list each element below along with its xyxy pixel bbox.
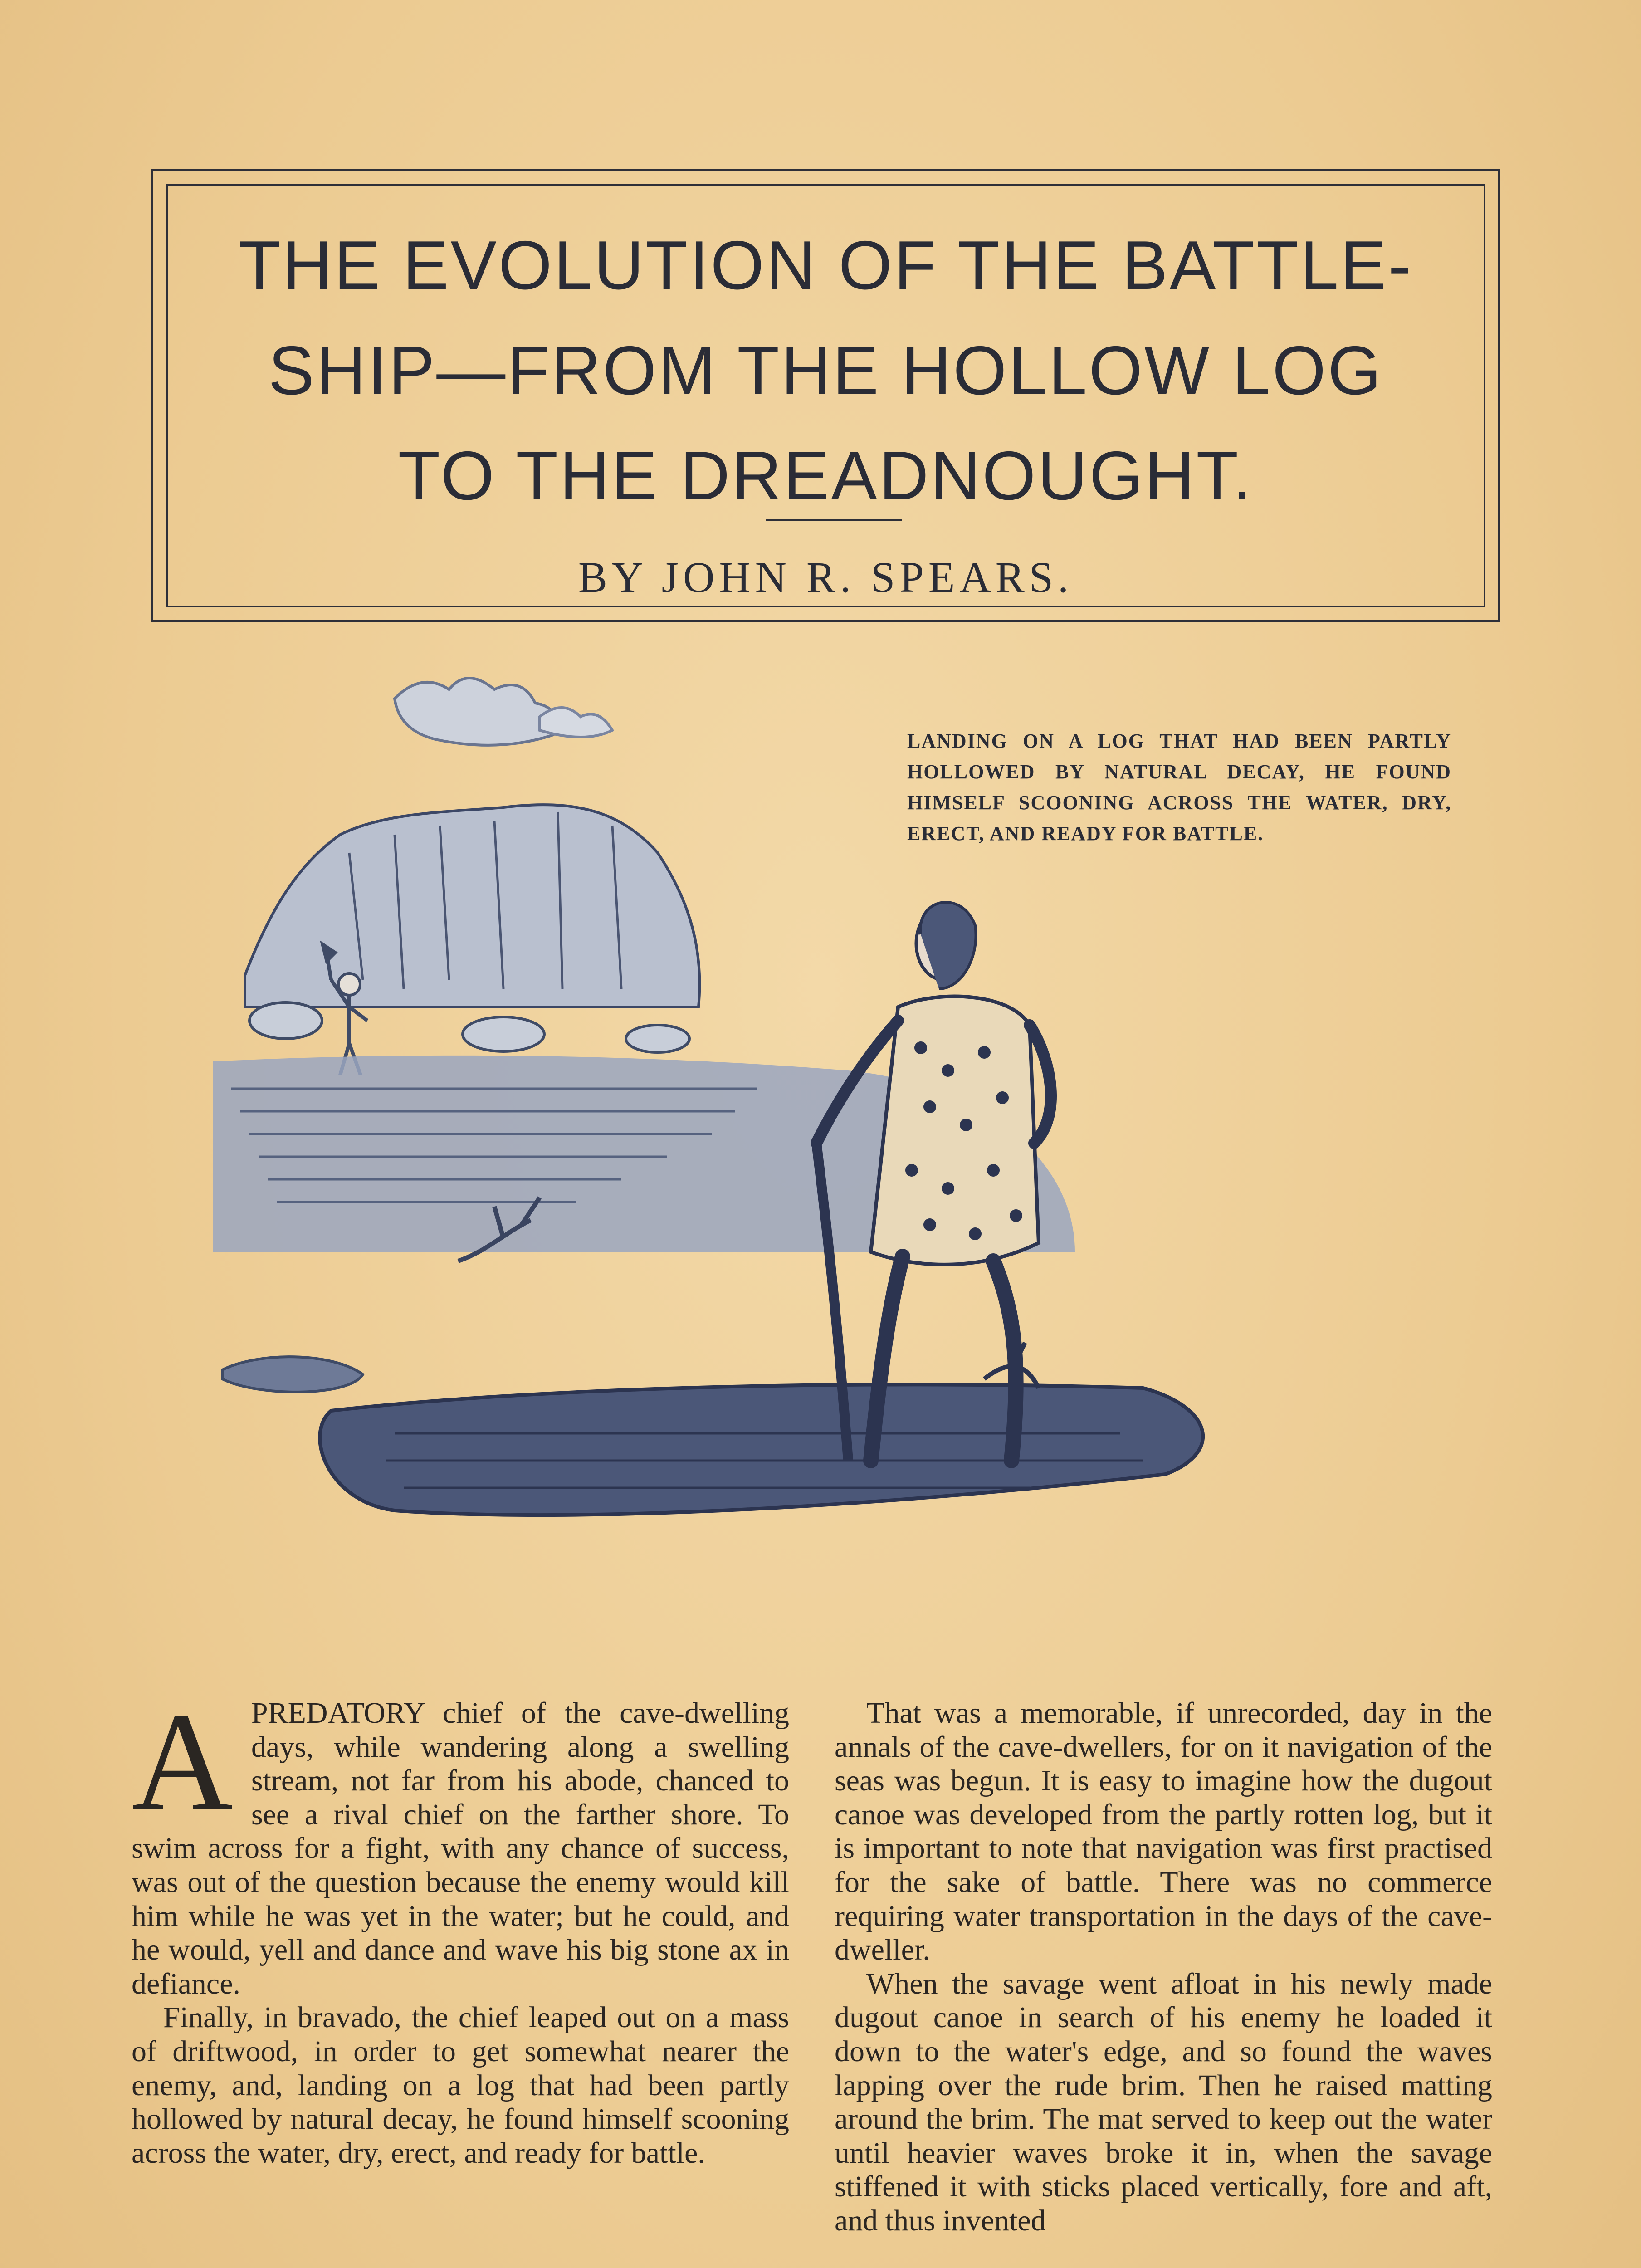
- title-line-2: SHIP—FROM THE HOLLOW LOG: [268, 332, 1383, 409]
- paragraph: When the savage went afloat in his newly made dugout canoe in search of his enemy he loaded it down to the water's edge, and so found the waves lapping over the rude brim. Then he raised matting around the brim. The mat served to keep out the water until heavier waves broke it in, when the savage stiffened it with sticks placed vertically, fore and aft, and thus invented: [835, 1967, 1492, 2237]
- rock: [249, 1002, 322, 1039]
- title-divider: [766, 519, 902, 521]
- cloud-shape: [395, 678, 556, 745]
- title-line-1: THE EVOLUTION OF THE BATTLE-: [238, 227, 1413, 304]
- paragraph-text: PREDATORY chief of the cave-dwelling days, while wandering along a swelling stream, not far from his abode, chanced to see a rival chief on the farther shore. To swim across for a fight, with any chance of success, was out of the question because the enemy would kill him while he was yet in the water; but he could, and he would, yell and dance and wave his big stone ax in defiance.: [132, 1696, 789, 2000]
- byline: BY JOHN R. SPEARS.: [578, 553, 1074, 601]
- article-column-right: [835, 1696, 1492, 2238]
- driftwood-log: [222, 1357, 363, 1392]
- title-box: [151, 169, 1500, 622]
- paragraph: That was a memorable, if unrecorded, day in the annals of the cave-dwellers, for on it navigation of the seas was begun. It is easy to imagine how the dugout canoe was developed from the partly rotten log, but it is important to note that navigation was first practised for the sake of battle. There was no commerce requiring water transportation in the days of the cave-dweller.: [835, 1696, 1492, 1967]
- paragraph: [132, 1684, 789, 2001]
- illustration-caption: LANDING ON A LOG THAT HAD BEEN PARTLY HOLLOWED BY NATURAL DECAY, HE FOUND HIMSELF SCOONING ACROSS THE WATER, DRY, ERECT, AND READY FOR BATTLE.: [907, 730, 1451, 845]
- leopard-tunic: [871, 997, 1039, 1265]
- cloud-shape-2: [540, 708, 612, 737]
- hollow-log: [320, 1384, 1203, 1515]
- rock: [626, 1025, 689, 1052]
- title-box-inner-border: [166, 184, 1485, 607]
- article-column-left: [132, 1684, 789, 2170]
- rock: [463, 1017, 544, 1051]
- drop-cap: A: [132, 1684, 233, 1840]
- paragraph: Finally, in bravado, the chief leaped out on a mass of driftwood, in order to get somewhat nearer the enemy, and, landing on a log that had been partly hollowed by natural decay, he found himself scooning across the water, dry, erect, and ready for battle.: [132, 2001, 789, 2170]
- cliff: [245, 805, 699, 1007]
- title-line-3: TO THE DREADNOUGHT.: [398, 437, 1254, 514]
- article-title: [204, 213, 1447, 528]
